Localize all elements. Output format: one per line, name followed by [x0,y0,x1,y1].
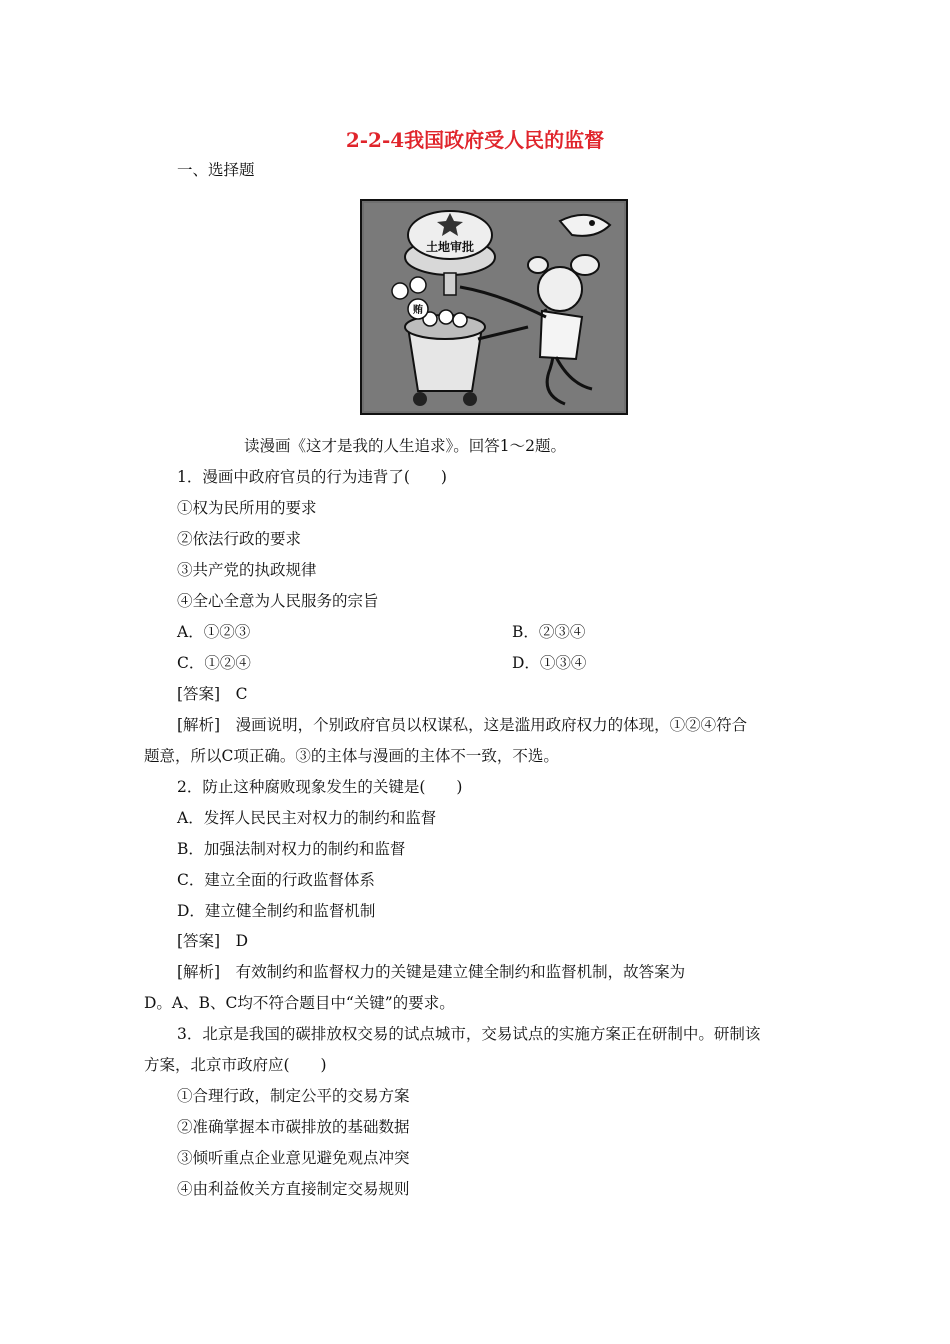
q2-option-a: A．发挥人民民主对权力的制约和监督 [177,809,437,827]
q1-analysis-line-2: 题意，所以C项正确。③的主体与漫画的主体不一致，不选。 [144,747,559,765]
q1-option-b: B．②③④ [512,623,586,641]
stamp-label: 土地审批 [425,240,475,254]
q2-option-d: D．建立健全制约和监督机制 [177,902,376,920]
question-2-stem: 2．防止这种腐败现象发生的关键是( ) [177,778,463,796]
q1-option-c: C．①②④ [177,654,251,672]
question-3-stem-line-2: 方案，北京市政府应( ) [144,1056,327,1074]
cartoon-illustration [360,199,628,415]
q2-option-b: B．加强法制对权力的制约和监督 [177,840,406,858]
q1-answer: [答案] C [177,685,248,703]
q3-item-3: ③倾听重点企业意见避免观点冲突 [177,1149,410,1167]
q1-item-1: ①权为民所用的要求 [177,499,317,517]
q2-answer: [答案] D [177,932,249,950]
q2-analysis-line-1: [解析] 有效制约和监督权力的关键是建立健全制约和监督机制，故答案为 [177,963,686,981]
coin-label: 贿 [413,305,423,316]
q1-option-a: A．①②③ [177,623,251,641]
q3-item-1: ①合理行政，制定公平的交易方案 [177,1087,410,1105]
q3-item-2: ②准确掌握本市碳排放的基础数据 [177,1118,410,1136]
q1-item-4: ④全心全意为人民服务的宗旨 [177,592,379,610]
question-1-stem: 1．漫画中政府官员的行为违背了( ) [177,468,447,486]
section-heading: 一、选择题 [177,161,255,179]
reading-intro: 读漫画《这才是我的人生追求》。回答1～2题。 [244,437,566,455]
page-title: 2-2-4我国政府受人民的监督 [345,128,605,152]
q3-item-4: ④由利益攸关方直接制定交易规则 [177,1180,410,1198]
q1-item-3: ③共产党的执政规律 [177,561,317,579]
q2-analysis-line-2: D。A、B、C均不符合题目中“关键”的要求。 [144,994,455,1012]
q1-option-d: D．①③④ [512,654,587,672]
q1-item-2: ②依法行政的要求 [177,530,302,548]
question-3-stem-line-1: 3．北京是我国的碳排放权交易的试点城市，交易试点的实施方案正在研制中。研制该 [177,1025,761,1043]
q1-analysis-line-1: [解析] 漫画说明，个别政府官员以权谋私，这是滥用政府权力的体现，①②④符合 [177,716,748,734]
q2-option-c: C．建立全面的行政监督体系 [177,871,375,889]
